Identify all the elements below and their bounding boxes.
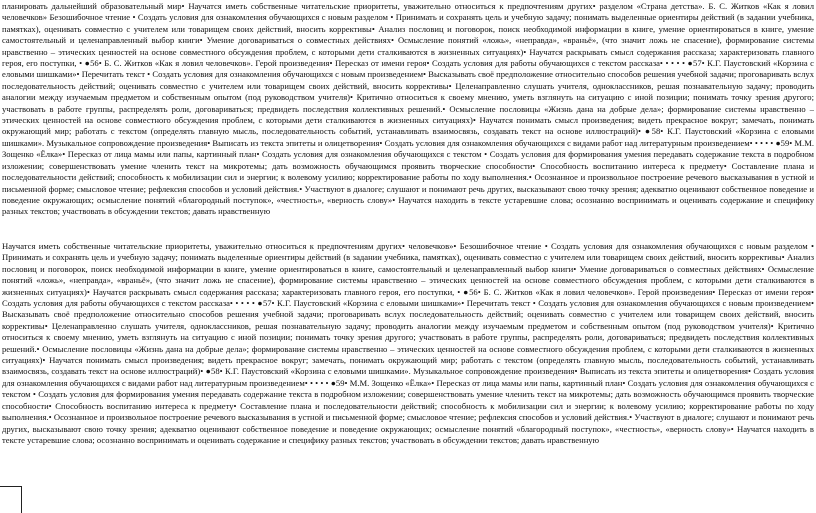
text-block-upper: планировать дальнейший образовательный мир• Научатся иметь собственные читательские приоритеты, уважительно относиться к предпочтениям других• разделом «Страна детства». Б. С. Житков «Как я ловил человечков» Безошибочное чтение • Создать условия для ознакомления обучающихся с новым разделом • Принимать и сохранять цель и учебную задачу; понимать выделенные ориентиры действий (в задании учебника, памятках), оценивать совместно с учителем или товарищем своих действий, вносить коррективы• Анализ пословиц и поговорок, поиск необходимой информации в книге, умение ориентироваться в книге, умение самостоятельный и целенаправленный выбор книги• Умение договариваться о совместных действиях• Осмысление понятий «ложь», «неправда», «враньё», (что значит ложь не спасение), формирование системы нравственно – этических ценностей на основе совместного обсуждения проблем, с которыми дети сталкиваются в жизненных ситуациях)• Научатся раскрывать смысл содержания рассказа; характеризовать главного героя, его поступки, • ●56• Б. С. Житков «Как я ловил человечков». Герой произведения• Пересказ от имени героя• Создать условия для работы обучающихся с текстом рассказа• • • • • ●57• К.Г. Паустовский «Корзина с еловыми шишками»• Перечитать текст • Создать условия для ознакомления обучающихся с новым произведением• Высказывать своё предположение относительно способов решения учебной задачи; проговаривать вслух последовательность действий; оценивать совместно с учителем или товарищем своих действий, вносить коррективы• Целенаправленно слушать учителя, одноклассников, решая познавательную задачу; проводить аналогии между изучаемым предметом и собственным опытом (под руководством учителя)• Критично относиться к своему мнению, уметь взглянуть на ситуацию с иной позиции; понимать точку зрения другого; участвовать в работе группы, распределять роли, договариваться; предвидеть последствия коллективных решений.• Осмысление пословицы «Жизнь дана на добрые дела»; формирование системы нравственно – этических ценностей на основе совместного обсуждения проблем, с которыми дети сталкиваются в жизненных ситуациях)• Научатся понимать смысл произведения; видеть прекрасное вокруг; замечать, понимать окружающий мир; работать с текстом (определять главную мысль, последовательность событий, устанавливать взаимосвязь, создавать текст на основе иллюстраций)• ●58• К.Г. Паустовский «Корзина с еловыми шишками». Музыкальное сопровождение произведения• Выписать из текста эпитеты и олицетворения• Создать условия для ознакомления обучающихся с видами работ над литературным произведением• • • • • ●59• М.М. Зощенко «Ёлка»• Пересказ от лица мамы или папы, картинный план• Создать условия для ознакомления обучающихся с текстом • Создать условия для формирования умения передавать содержание текста в подробном изложении; совершенствовать умение членить текст на микротемы; дать возможность обучающимся проявить творческие способности• Способность воспитанию интереса к предмету• Составление плана и последовательности действий; способность к мобилизации сил и энергии; к волевому усилию; корректирование работы по ходу выполнения.• Осознанное и произвольное построение речевого высказывания в устной и письменной форме; смысловое чтение; рефлексия способов и условий действия.• Участвуют в диалоге; слушают и понимают речь других, высказывают свою точку зрения; адекватно оценивают собственное поведение и поведение окружающих; осмысление понятий «благородный поступок», «честность», «верность слову»• Научатся находить в тексте устаревшие слова; осознанно воспринимать и оценивать содержание и специфику разных текстов; участвовать в обсуждении текстов; давать нравственную [2, 1, 814, 217]
text-block-lower: Научатся иметь собственные читательские приоритеты, уважительно относиться к предпочтениям других• человечков»• Безошибочное чтение • Создать условия для ознакомления обучающихся с новым разделом • Принимать и сохранять цель и учебную задачу; понимать выделенные ориентиры действий (в задании учебника, памятках), оценивать совместно с учителем или товарищем своих действий, вносить коррективы• Анализ пословиц и поговорок, поиск необходимой информации в книге, умение ориентироваться в книге, самостоятельный и целенаправленный выбор книги• Умение договариваться о совместных действиях• Осмысление понятий «ложь», «неправда», «враньё», (что значит ложь не спасение), формирование системы нравственно – этических ценностей на основе совместного обсуждения проблем, с которыми дети сталкиваются в жизненных ситуациях)• Научатся раскрывать смысл содержания рассказа; характеризовать главного героя, его поступки, • ●56• Б. С. Житков «Как я ловил человечков». Герой произведения• Пересказ от имени героя• Создать условия для работы обучающихся с текстом рассказа• • • • • ●57• К.Г. Паустовский «Корзина с еловыми шишками»• Перечитать текст • Создать условия для ознакомления обучающихся с новым произведением• Высказывать своё предположение относительно способов решения учебной задачи; проговаривать вслух последовательность действий; оценивать совместно с учителем или товарищем своих действий, вносить коррективы• Целенаправленно слушать учителя, одноклассников, решая познавательную задачу; проводить аналогии между изучаемым предметом и собственным опытом (под руководством учителя)• Критично относиться к своему мнению, уметь взглянуть на ситуацию с иной позиции; понимать точку зрения другого; участвовать в работе группы, распределять роли, договариваться; предвидеть последствия коллективных решений.• Осмысление пословицы «Жизнь дана на добрые дела»; формирование системы нравственно – этических ценностей на основе совместного обсуждения проблем, с которыми дети сталкиваются в жизненных ситуациях)• Научатся понимать смысл произведения; видеть прекрасное вокруг; замечать, понимать окружающий мир; работать с текстом (определять главную мысль, последовательность событий, устанавливать взаимосвязь, создавать текст на основе иллюстраций)• ●58• К.Г. Паустовский «Корзина с еловыми шишками». Музыкальное сопровождение произведения• Выписать из текста эпитеты и олицетворения• Создать условия для ознакомления обучающихся с видами работ над литературным произведением• • • • • ●59• М.М. Зощенко «Ёлка»• Пересказ от лица мамы или папы, картинный план• Создать условия для ознакомления обучающихся с текстом • Создать условия для формирования умения передавать содержание текста в подробном изложении; совершенствовать умение членить текст на микротемы; дать возможность обучающимся проявить творческие способности• Способность воспитанию интереса к предмету• Составление плана и последовательности действий; способность к мобилизации сил и энергии; к волевому усилию; корректирование работы по ходу выполнения.• Осознанное и произвольное построение речевого высказывания в устной и письменной форме; смысловое чтение; рефлексия способов и условий действия.• Участвуют в диалоге; слушают и понимают речь других, высказывают свою точку зрения; адекватно оценивают собственное поведение и поведение окружающих; осмысление понятий «благородный поступок», «честность», «верность слову»• Научатся находить в тексте устаревшие слова; осознанно воспринимать и оценивать содержание и специфику разных текстов; участвовать в обсуждении текстов; давать нравственную [2, 241, 814, 445]
page-corner-frame [0, 486, 22, 513]
document-page [2, 0, 814, 513]
